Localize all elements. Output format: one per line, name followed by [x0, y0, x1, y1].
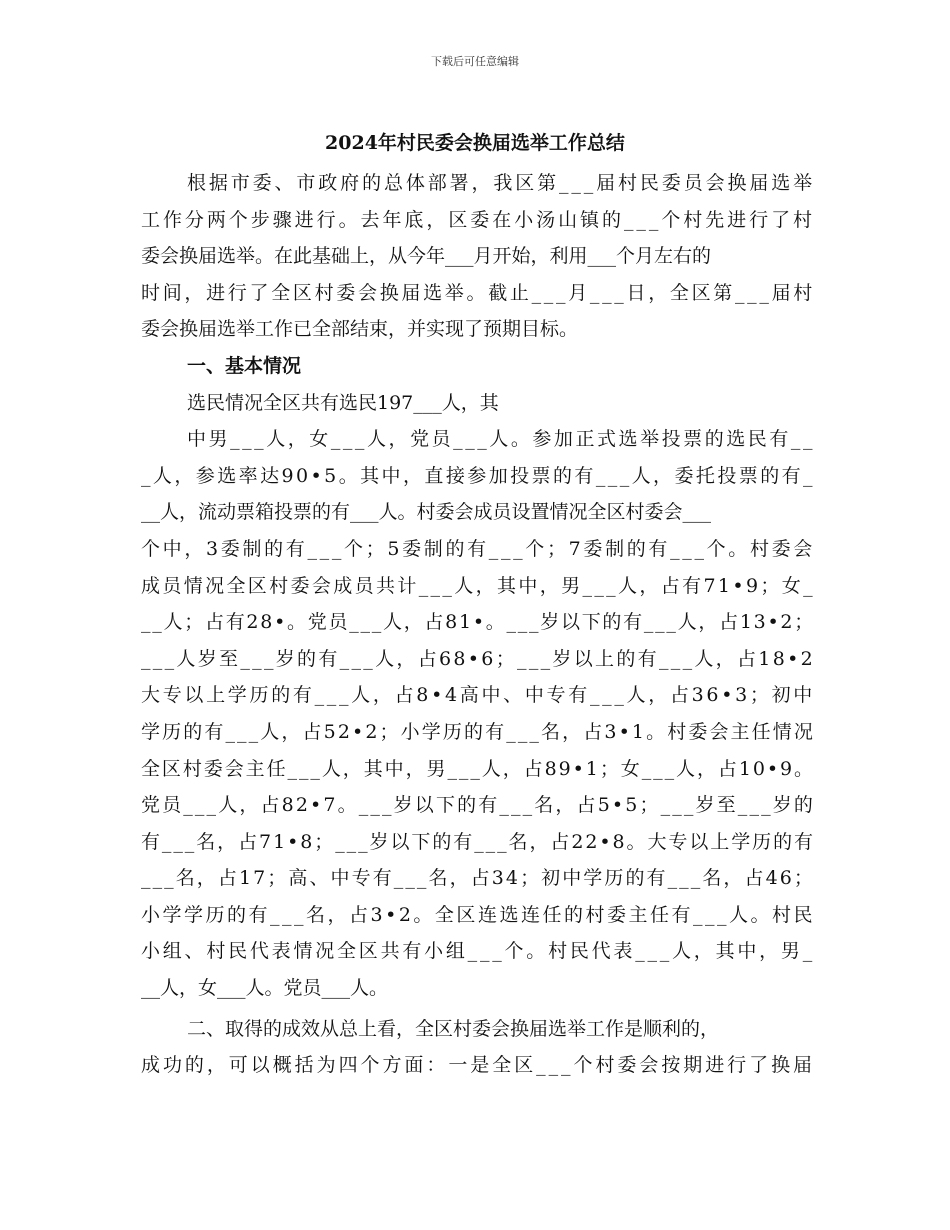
paragraph-line: 委会换届选举。在此基础上，从今年___月开始，利用___个月左右的 [141, 245, 712, 268]
paragraph-line: __人，女___人。党员___人。 [141, 977, 389, 1000]
paragraph-line: 有___名，占71•8；___岁以下的有___名，占22•8。大专以上学历的有 [141, 830, 815, 853]
document-body [141, 165, 815, 1084]
paragraph-line: 党员___人，占82•7。___岁以下的有___名，占5•5；___岁至___岁的 [141, 794, 815, 817]
paragraph-line: 小组、村民代表情况全区共有小组___个。村民代表___人，其中，男_ [141, 940, 815, 963]
paragraph-line: 小学学历的有___名，占3•2。全区连选连任的村委主任有___人。村民 [141, 903, 815, 926]
paragraph-line: 选民情况全区共有选民197___人，其 [187, 391, 499, 414]
header-note: 下载后可任意编辑 [431, 55, 519, 68]
paragraph-line: 时间，进行了全区村委会换届选举。截止___月___日，全区第___届村 [141, 281, 815, 304]
paragraph-line: 中男___人，女___人，党员___人。参加正式选举投票的选民有__ [187, 428, 815, 451]
paragraph-line: 成员情况全区村委会成员共计___人，其中，男___人，占有71•9；女_ [141, 574, 815, 597]
document-title: 2024年村民委会换届选举工作总结 [325, 132, 625, 154]
paragraph-line: 根据市委、市政府的总体部署，我区第___届村民委员会换届选举 [187, 172, 815, 194]
paragraph-line: 二、取得的成效从总上看，全区村委会换届选举工作是顺利的， [187, 1017, 720, 1040]
paragraph-line: __人，流动票箱投票的有___人。村委会成员设置情况全区村委会___ [141, 501, 712, 524]
paragraph-line: 全区村委会主任___人，其中，男___人，占89•1；女___人，占10•9。 [141, 757, 815, 780]
section-heading: 一、基本情况 [187, 354, 302, 377]
paragraph-line: __人；占有28•。党员___人，占81•。___岁以下的有___人，占13•2； [141, 611, 815, 634]
paragraph-line: 大专以上学历的有___人，占8•4高中、中专有___人，占36•3；初中 [141, 684, 815, 707]
paragraph-line: 成功的，可以概括为四个方面：一是全区___个村委会按期进行了换届 [141, 1054, 815, 1077]
paragraph-line: 委会换届选举工作已全部结束，并实现了预期目标。 [141, 318, 579, 341]
paragraph-line: ___名，占17；高、中专有___名，占34；初中学历的有___名，占46； [141, 867, 815, 890]
paragraph-line: _人，参选率达90•5。其中，直接参加投票的有___人，委托投票的有_ [141, 464, 815, 487]
paragraph-line: 学历的有___人，占52•2；小学历的有___名，占3•1。村委会主任情况 [141, 720, 815, 743]
paragraph-line: 工作分两个步骤进行。去年底，区委在小汤山镇的___个村先进行了村 [141, 208, 815, 231]
paragraph-line: 个中，3委制的有___个；5委制的有___个；7委制的有___个。村委会 [141, 537, 815, 560]
paragraph-line: ___人岁至___岁的有___人，占68•6；___岁以上的有___人，占18•2 [141, 647, 815, 670]
